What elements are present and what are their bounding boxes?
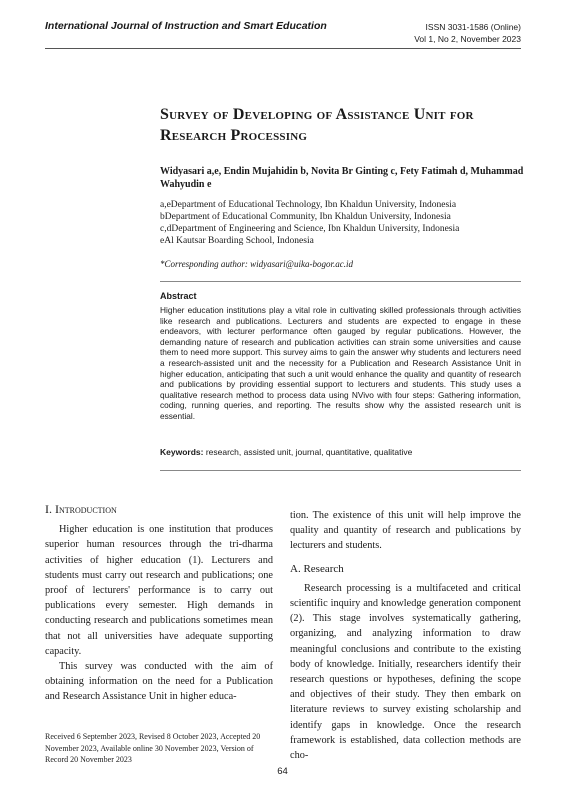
author-list: Widyasari a,e, Endin Mujahidin b, Novita Br Ginting c, Fety Fatimah d, Muhammad Wahyudin e bbox=[160, 166, 524, 190]
body-paragraph-continued: tion. The existence of this unit will help improve the quality and quantity of research and publications by lecturers and students. bbox=[290, 510, 521, 552]
body-right-column bbox=[290, 508, 521, 763]
body-paragraph: Research processing is a multifaceted and critical scientific inquiry and knowledge generation component (2). This stage involves systematically gathering, organizing, and analyzing information to draw meaningful conclusions and contribute to the existing body of knowledge. Initially, researchers identify their research questions or hypotheses, defining the scope and objectives of their study. They then embark on literature reviews to survey existing scholarship and identify gaps in knowledge. Once the research framework is established, data collection methods are cho- bbox=[290, 582, 521, 762]
keywords-line bbox=[160, 447, 521, 457]
corresponding-author: *Corresponding author: widyasari@uika-bogor.ac.id bbox=[160, 259, 353, 269]
body-paragraph: Higher education is one institution that produces superior human resources through the tri-dharma activities of higher education (1). Lecturers and students must carry out research and publications; one proof of lecturers' performance is to carry out publications every semester. High demands in conducting research and publications sometimes mean that not all universities have adequate supporting capacity. bbox=[45, 524, 273, 657]
affiliation-3: c,dDepartment of Engineering and Science, Ibn Khaldun University, Indonesia bbox=[160, 224, 460, 234]
affiliations bbox=[160, 199, 525, 247]
volume: Vol 1, No 2, November 2023 bbox=[414, 34, 521, 44]
abstract-top-divider bbox=[160, 281, 521, 282]
abstract-heading: Abstract bbox=[160, 291, 197, 301]
affiliation-2: bDepartment of Educational Community, Ibn Khaldun University, Indonesia bbox=[160, 212, 451, 222]
journal-name: International Journal of Instruction and Smart Education bbox=[45, 20, 327, 32]
issn: ISSN 3031-1586 (Online) bbox=[425, 22, 521, 32]
page-number: 64 bbox=[277, 766, 288, 777]
body-left-column bbox=[45, 502, 273, 705]
body-paragraph: This survey was conducted with the aim of obtaining information on the need for a Publication and Research Assistance Unit in higher educa- bbox=[45, 661, 273, 703]
section-heading-introduction: I. Introduction bbox=[45, 502, 117, 516]
keywords-label: Keywords: bbox=[160, 447, 204, 457]
abstract-bottom-divider bbox=[160, 470, 521, 471]
subsection-heading-research: A. Research bbox=[290, 562, 344, 575]
article-title: Survey of Developing of Assistance Unit for Research Processing bbox=[160, 106, 474, 144]
affiliation-1: a,eDepartment of Educational Technology, Ibn Khaldun University, Indonesia bbox=[160, 200, 457, 210]
journal-issue-info bbox=[414, 21, 521, 45]
received-dates: Received 6 September 2023, Revised 8 October 2023, Accepted 20 November 2023, Available online 30 November 2023, Version of Record 20 November 2023 bbox=[45, 732, 261, 764]
affiliation-4: eAl Kautsar Boarding School, Indonesia bbox=[160, 236, 314, 246]
abstract-text: Higher education institutions play a vital role in cultivating skilled professionals through activities like research and publications. Lecturers and students are expected to engage in these endeavors, with lecturer performance often gauged by regular publications. However, the demanding nature of research and publication activities can strain some universities and cause them to need more support. This survey aims to gain the answer why students and lecturers need a research-assisted unit and the necessity for a Publication and Research Assistance Unit in higher education, anticipating that such a unit would enhance the quality and quantity of research and publications by providing essential support to lecturers and students. This study uses a qualitative research method to process data using NVivo with four steps: Gathering information, coding, running queries, and reporting. The results show why the assisted research unit is essential. bbox=[160, 305, 521, 421]
keywords-values: research, assisted unit, journal, quantitative, qualitative bbox=[205, 447, 413, 457]
header-divider bbox=[45, 48, 521, 49]
